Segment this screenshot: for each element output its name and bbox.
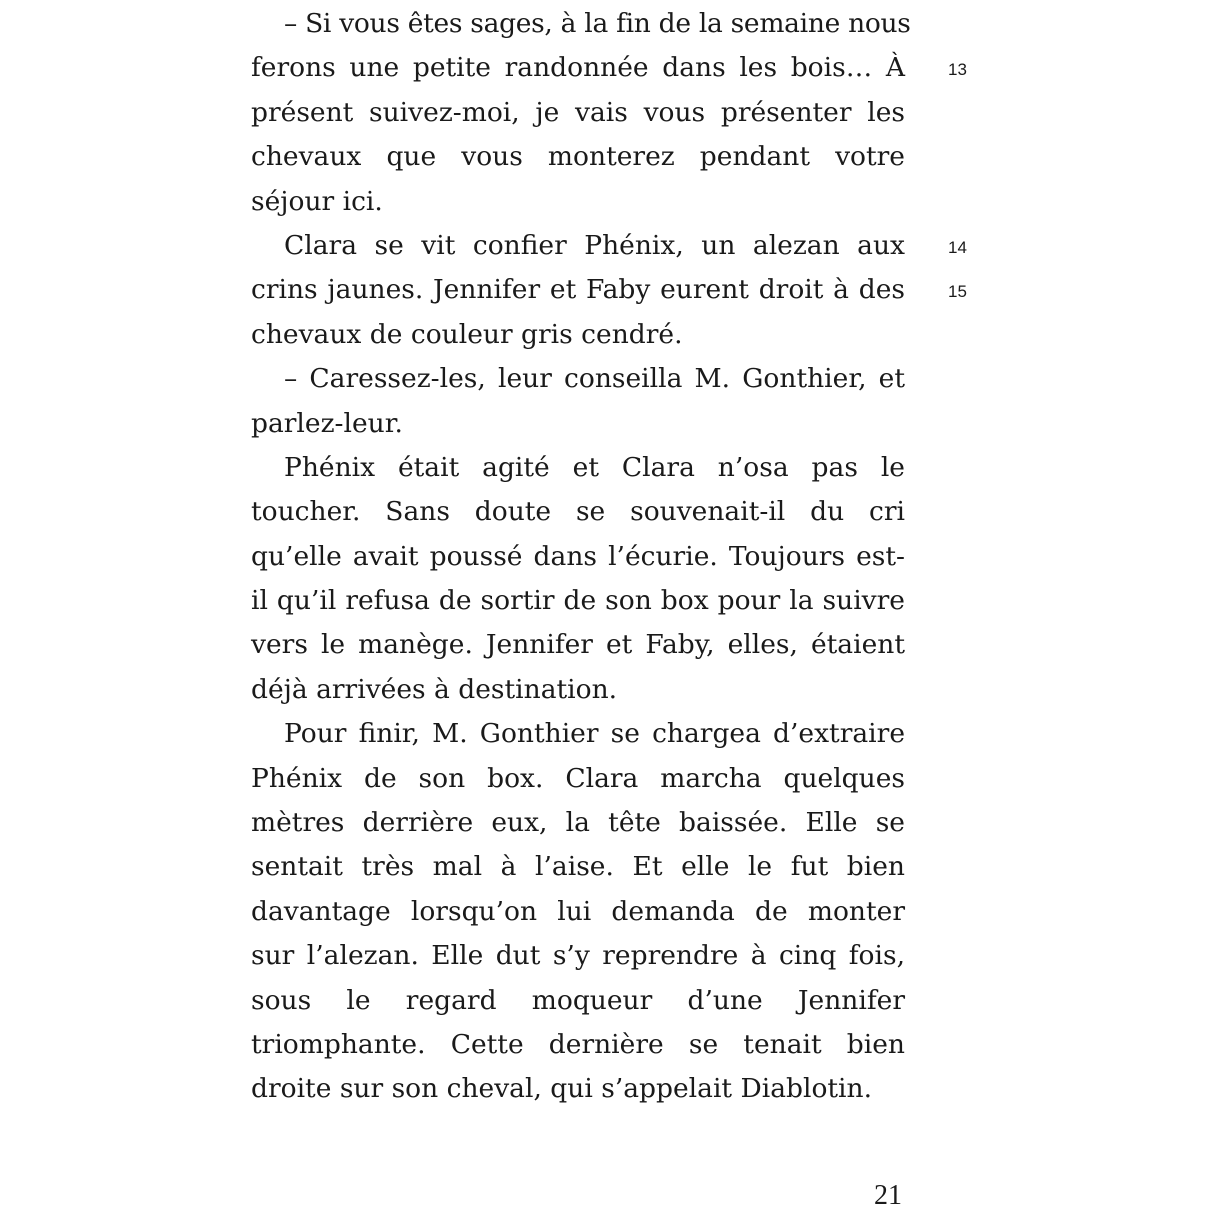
text-line: chevaux que vous monterez pendant votre — [251, 141, 905, 173]
page-number: 21 — [874, 1180, 902, 1211]
text-line: il qu’il refusa de sortir de son box pour la suivre — [251, 585, 905, 617]
text-line: parlez-leur. — [251, 407, 403, 439]
text-line: sentait très mal à l’aise. Et elle le fut bien — [251, 851, 905, 883]
text-line: mètres derrière eux, la tête baissée. Elle se — [251, 807, 905, 839]
text-line: – Si vous êtes sages, à la fin de la semaine nous — [284, 8, 911, 39]
text-line: présent suivez-moi, je vais vous présenter les — [251, 96, 905, 128]
text-line: sur l’alezan. Elle dut s’y reprendre à cinq fois, — [251, 940, 905, 972]
text-line: Phénix était agité et Clara n’osa pas le — [284, 451, 905, 483]
body-text — [251, 2, 911, 1112]
text-line: triomphante. Cette dernière se tenait bien — [251, 1028, 905, 1060]
text-line: Pour finir, M. Gonthier se chargea d’extraire — [284, 718, 905, 750]
text-line: Clara se vit confier Phénix, un alezan aux — [284, 229, 905, 261]
text-line: déjà arrivées à destination. — [251, 673, 618, 705]
margin-line-number: 15 — [948, 282, 967, 302]
text-line: sous le regard moqueur d’une Jennifer — [251, 984, 905, 1016]
text-line: ferons une petite randonnée dans les bois… À — [251, 52, 905, 84]
text-line: – Caressez-les, leur conseilla M. Gonthier, et — [284, 363, 905, 395]
text-line: qu’elle avait poussé dans l’écurie. Toujours est- — [251, 540, 905, 572]
margin-line-number: 14 — [948, 238, 967, 257]
text-line: séjour ici. — [251, 185, 383, 217]
text-line: Phénix de son box. Clara marcha quelques — [251, 762, 905, 794]
text-line: toucher. Sans doute se souvenait-il du cri — [251, 496, 905, 528]
text-line: crins jaunes. Jennifer et Faby eurent droit à des — [251, 274, 905, 306]
text-line: vers le manège. Jennifer et Faby, elles, étaient — [251, 629, 905, 661]
text-line: chevaux de couleur gris cendré. — [251, 318, 683, 350]
margin-line-number: 13 — [948, 60, 967, 80]
text-line: davantage lorsqu’on lui demanda de monter — [251, 895, 905, 927]
text-line: droite sur son cheval, qui s’appelait Diablotin. — [251, 1073, 873, 1105]
